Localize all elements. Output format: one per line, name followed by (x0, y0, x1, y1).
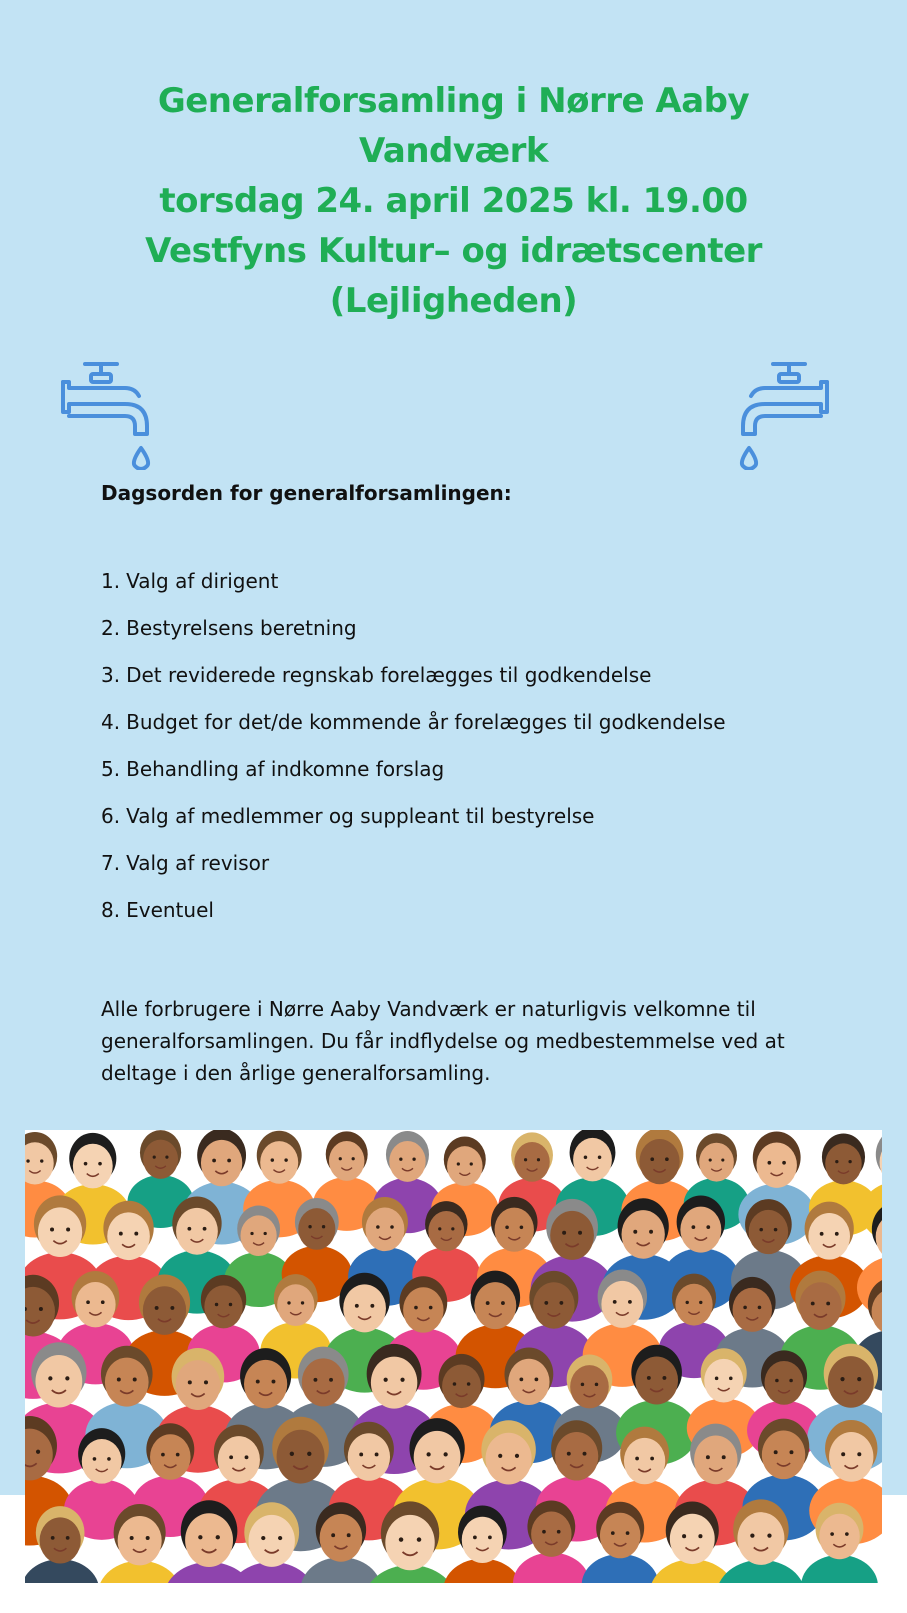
person-eye (375, 1453, 379, 1457)
person-eye (313, 1378, 317, 1382)
person-eye (782, 1161, 786, 1165)
person-eye (204, 1380, 208, 1384)
person-eye (473, 1536, 477, 1540)
person-eye (101, 1300, 105, 1304)
person-eye (390, 1225, 394, 1229)
person-eye (845, 1532, 849, 1536)
person-face (447, 1146, 483, 1186)
person-eye (835, 1232, 839, 1236)
person-eye (767, 1534, 771, 1538)
welcome-paragraph: Alle forbrugere i Nørre Aaby Vandværk er naturligvis velkomne til generalforsamlingen. Du får indflydelse og medbestemmelse ved at deltage i den årlige generalforsamling. (101, 997, 785, 1085)
person-eye (840, 1377, 844, 1381)
person-eye (287, 1301, 290, 1304)
person-face (201, 1140, 242, 1186)
person-eye (261, 1536, 265, 1540)
person-face (277, 1430, 325, 1484)
person-eye (598, 1156, 602, 1160)
person-face (343, 1284, 386, 1332)
person-eye (188, 1380, 192, 1384)
person-eye (715, 1377, 719, 1381)
person-eye (650, 1457, 654, 1461)
title-line-2: Vandværk (358, 131, 549, 171)
person-eye (51, 1536, 55, 1540)
person-eye (699, 1301, 702, 1304)
person-eye (633, 1230, 637, 1234)
person-eye (176, 1453, 180, 1457)
person-eye (562, 1231, 566, 1235)
person-eye (519, 1378, 523, 1382)
person-eye (498, 1454, 502, 1458)
person-eye (229, 1455, 233, 1459)
person-eye (117, 1377, 121, 1381)
person-face (514, 1142, 549, 1182)
person-eye (486, 1301, 490, 1305)
person-face (218, 1436, 260, 1483)
person-eye (307, 1452, 311, 1456)
person-eye (290, 1452, 294, 1456)
person-face (555, 1432, 598, 1481)
person-eye (505, 1225, 509, 1229)
person-eye (359, 1453, 363, 1457)
person-eye (36, 1450, 40, 1454)
person-face (639, 1139, 679, 1184)
person-face (680, 1207, 721, 1253)
agenda-item: 3. Det reviderede regnskab forelægges til godkendelse (101, 663, 652, 687)
person-eye (613, 1300, 617, 1304)
person-face (621, 1210, 664, 1259)
person-eye (203, 1227, 207, 1231)
person-face (150, 1434, 191, 1480)
person-eye (278, 1536, 282, 1540)
person-eye (537, 1158, 540, 1161)
person-eye (215, 1303, 218, 1306)
person-eye (412, 1158, 415, 1161)
person-eye (706, 1455, 710, 1459)
person-face (749, 1210, 788, 1254)
person-eye (329, 1378, 333, 1382)
agenda-item: 8. Eventuel (101, 898, 214, 922)
water-tap-icon (735, 360, 835, 470)
person-eye (488, 1536, 492, 1540)
person-eye (649, 1230, 653, 1234)
person-eye (98, 1162, 102, 1166)
person-eye (750, 1534, 754, 1538)
person-face (204, 1285, 242, 1328)
person-eye (66, 1228, 70, 1232)
person-eye (216, 1535, 220, 1539)
title-line-5: (Lejligheden) (329, 281, 578, 321)
person-face (249, 1515, 295, 1567)
person-eye (848, 1160, 851, 1163)
person-face (244, 1360, 287, 1408)
person-face (694, 1435, 737, 1484)
person-eye (339, 1157, 342, 1160)
person-eye (39, 1307, 43, 1311)
person-eye (65, 1376, 69, 1380)
event-title (0, 76, 907, 326)
person-face (185, 1513, 233, 1567)
person-face (531, 1511, 571, 1556)
person-face (819, 1514, 860, 1559)
person-eye (400, 1378, 404, 1382)
person-eye (50, 1228, 54, 1232)
person-face (40, 1517, 81, 1563)
agenda-item: 1. Valg af dirigent (101, 569, 279, 593)
person-face (600, 1513, 641, 1559)
person-eye (264, 1232, 267, 1235)
person-eye (370, 1304, 374, 1308)
person-eye (665, 1157, 669, 1161)
person-eye (515, 1454, 519, 1458)
person-eye (544, 1301, 548, 1305)
person-eye (308, 1225, 311, 1228)
person-eye (250, 1232, 253, 1235)
person-face (385, 1515, 434, 1570)
water-tap-icon (55, 360, 155, 470)
agenda-section (101, 476, 861, 943)
agenda-heading: Dagsorden for generalforsamlingen: (101, 481, 512, 505)
person-eye (789, 1379, 793, 1383)
person-face (601, 1281, 643, 1328)
person-eye (830, 1532, 834, 1536)
person-face (329, 1141, 365, 1181)
person-eye (557, 1530, 561, 1534)
person-eye (86, 1300, 90, 1304)
person-face (143, 1286, 186, 1335)
person-face (365, 1208, 404, 1252)
title-line-3: torsdag 24. april 2025 kl. 19.00 (159, 181, 748, 221)
person-face (704, 1359, 743, 1403)
person-eye (155, 1306, 159, 1310)
person-eye (501, 1301, 505, 1305)
person-eye (212, 1159, 216, 1163)
person-face (825, 1143, 861, 1184)
agenda-item: 7. Valg af revisor (101, 851, 270, 875)
person-face (799, 1282, 841, 1330)
person-eye (429, 1306, 433, 1310)
person-eye (66, 1536, 70, 1540)
person-eye (774, 1228, 778, 1232)
person-face (670, 1514, 715, 1564)
person-eye (438, 1227, 441, 1230)
person-face (302, 1358, 345, 1406)
person-face (414, 1431, 461, 1483)
person-eye (686, 1301, 689, 1304)
person-eye (399, 1158, 402, 1161)
person-face (737, 1512, 784, 1565)
person-eye (470, 1162, 473, 1165)
person-eye (835, 1160, 838, 1163)
person-eye (426, 1452, 430, 1456)
person-eye (170, 1306, 174, 1310)
person-eye (520, 1225, 524, 1229)
person-eye (40, 1159, 43, 1162)
person-eye (811, 1302, 815, 1306)
person-face (486, 1433, 532, 1485)
person-eye (857, 1452, 861, 1456)
person-eye (595, 1383, 599, 1387)
person-eye (347, 1533, 351, 1537)
person-eye (119, 1232, 123, 1236)
person-face (762, 1430, 805, 1479)
person-eye (467, 1382, 471, 1386)
person-face (107, 1212, 150, 1260)
person-eye (647, 1376, 651, 1380)
person-face (495, 1208, 534, 1252)
person-eye (245, 1455, 249, 1459)
person-face (829, 1432, 873, 1482)
person-eye (198, 1535, 202, 1539)
person-eye (789, 1450, 793, 1454)
person-eye (26, 1159, 29, 1162)
person-face (35, 1355, 82, 1407)
person-eye (743, 1306, 747, 1310)
agenda-item: 2. Bestyrelsens beretning (101, 616, 357, 640)
person-eye (692, 1225, 696, 1229)
person-face (808, 1213, 850, 1260)
person-eye (635, 1457, 639, 1461)
person-face (298, 1208, 335, 1250)
person-face (462, 1517, 503, 1563)
person-face (38, 1207, 82, 1257)
person-eye (229, 1303, 232, 1306)
person-eye (820, 1232, 824, 1236)
person-eye (451, 1227, 454, 1230)
title-line-1: Generalforsamling i Nørre Aaby (157, 81, 750, 121)
person-eye (376, 1225, 380, 1229)
person-eye (453, 1382, 457, 1386)
person-eye (650, 1157, 654, 1161)
crowd-illustration (25, 1130, 882, 1583)
person-eye (709, 1158, 712, 1161)
person-eye (698, 1534, 702, 1538)
person-face (573, 1138, 612, 1181)
person-face (82, 1439, 122, 1484)
person-eye (774, 1450, 778, 1454)
person-face (105, 1358, 149, 1407)
person-eye (384, 1378, 388, 1382)
person-eye (682, 1534, 686, 1538)
person-eye (560, 1301, 564, 1305)
person-eye (399, 1537, 403, 1541)
person-eye (48, 1376, 52, 1380)
person-eye (352, 1157, 355, 1160)
person-eye (611, 1531, 615, 1535)
person-face (624, 1438, 665, 1484)
person-eye (130, 1536, 134, 1540)
person-face (828, 1356, 874, 1408)
person-face (533, 1282, 574, 1328)
person-face (240, 1215, 276, 1256)
person-eye (584, 1156, 588, 1160)
person-face (428, 1211, 464, 1251)
person-eye (444, 1452, 448, 1456)
person-eye (826, 1302, 830, 1306)
person-eye (535, 1378, 539, 1382)
person-eye (457, 1162, 460, 1165)
person-eye (841, 1452, 845, 1456)
person-face (474, 1282, 516, 1329)
agenda-item: 5. Behandling af indkomne forslag (101, 757, 445, 781)
person-eye (301, 1301, 304, 1304)
person-eye (524, 1158, 527, 1161)
person-eye (578, 1231, 582, 1235)
person-eye (567, 1452, 571, 1456)
agenda-item: 4. Budget for det/de kommende år forelægges til godkendelse (101, 710, 726, 734)
person-face (508, 1359, 549, 1405)
person-eye (542, 1530, 546, 1534)
person-face (699, 1143, 734, 1182)
person-face (371, 1357, 417, 1409)
person-eye (417, 1537, 421, 1541)
person-eye (729, 1377, 733, 1381)
person-eye (227, 1159, 231, 1163)
agenda-item: 6. Valg af medlemmer og suppleant til bestyrelse (101, 804, 595, 828)
person-eye (758, 1306, 762, 1310)
person-eye (146, 1536, 150, 1540)
person-eye (759, 1228, 763, 1232)
person-face (118, 1516, 162, 1565)
person-eye (284, 1158, 287, 1161)
person-eye (272, 1380, 276, 1384)
person-eye (628, 1300, 632, 1304)
person-eye (153, 1156, 156, 1159)
person-face (635, 1356, 678, 1404)
person-face (442, 1365, 481, 1409)
person-face (260, 1141, 298, 1184)
person-eye (93, 1457, 97, 1461)
agenda-list (101, 567, 861, 924)
person-face (176, 1360, 221, 1410)
person-face (320, 1514, 363, 1562)
person-eye (768, 1161, 772, 1165)
person-face (550, 1211, 594, 1260)
person-face (733, 1288, 772, 1332)
person-eye (857, 1377, 861, 1381)
person-eye (165, 1156, 168, 1159)
person-face (348, 1433, 390, 1480)
person-face (176, 1208, 218, 1255)
person-eye (414, 1306, 418, 1310)
title-line-4: Vestfyns Kultur– og idrætscenter (145, 231, 762, 271)
person-face (764, 1361, 803, 1405)
person-eye (662, 1376, 666, 1380)
person-eye (583, 1452, 587, 1456)
person-face (389, 1141, 425, 1182)
person-face (756, 1143, 796, 1188)
person-eye (161, 1453, 165, 1457)
person-eye (322, 1225, 325, 1228)
person-eye (775, 1379, 779, 1383)
person-eye (133, 1377, 137, 1381)
person-face (143, 1140, 178, 1179)
person-eye (626, 1531, 630, 1535)
person-face (73, 1144, 113, 1189)
person-eye (187, 1227, 191, 1231)
person-eye (722, 1455, 726, 1459)
person-face (675, 1284, 712, 1326)
person-eye (256, 1380, 260, 1384)
person-eye (84, 1162, 88, 1166)
person-face (75, 1282, 115, 1327)
person-face (570, 1365, 609, 1408)
person-eye (331, 1533, 335, 1537)
person-eye (134, 1232, 138, 1236)
person-face (403, 1287, 443, 1332)
person-face (277, 1284, 314, 1326)
person-eye (581, 1383, 585, 1387)
person-eye (271, 1158, 274, 1161)
person-eye (721, 1158, 724, 1161)
person-eye (107, 1457, 111, 1461)
person-eye (706, 1225, 710, 1229)
person-eye (355, 1304, 359, 1308)
